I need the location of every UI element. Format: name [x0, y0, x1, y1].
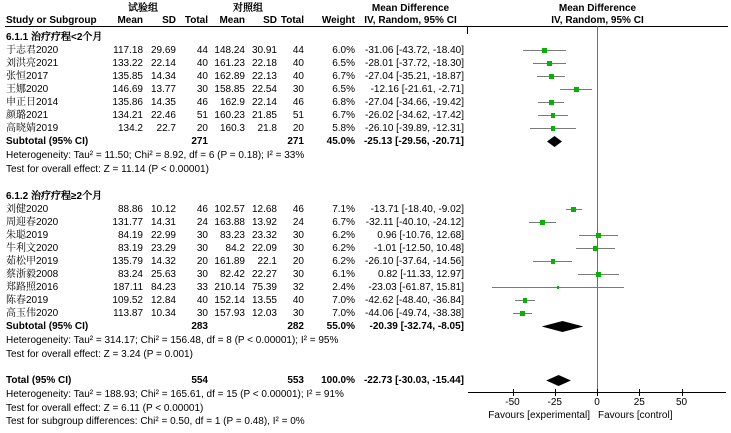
- weight: 7.0%: [332, 295, 355, 306]
- ctrl-total: 20: [292, 256, 304, 267]
- exp-total: 46: [196, 204, 208, 215]
- heterogeneity-text: Heterogeneity: Tau² = 188.93; Chi² = 165.61, df = 15 (P < 0.00001); I² = 91%: [6, 389, 344, 400]
- study-row: [0, 83, 467, 96]
- ctrl-total: 32: [292, 282, 304, 293]
- md-ci-text: -26.02 [-34.62, -17.42]: [365, 110, 464, 121]
- ctrl-sd: 23.32: [251, 230, 277, 241]
- ctrl-mean: 158.85: [214, 84, 245, 95]
- pooled-diamond: [542, 321, 584, 332]
- weight: 7.0%: [332, 308, 355, 319]
- subtotal-row: [0, 320, 467, 333]
- study-name: 郑路照2016: [6, 282, 59, 293]
- study-name: 于志君2020: [6, 45, 59, 56]
- exp-total: 40: [196, 71, 208, 82]
- axis-tick: [513, 389, 514, 396]
- md-ci-text: -26.10 [-37.64, -14.56]: [365, 256, 464, 267]
- md-ci-text: -12.16 [-21.61, -2.71]: [370, 84, 464, 95]
- axis-tick: [639, 389, 640, 396]
- ci-column-header: IV, Random, 95% CI: [364, 15, 457, 26]
- ctrl-sd: 12.68: [251, 204, 277, 215]
- ctrl-mean: 157.93: [214, 308, 245, 319]
- effect-square: [549, 100, 554, 105]
- total-row: [0, 374, 467, 387]
- ctrl-total: 30: [292, 269, 304, 280]
- exp-sd: 10.12: [150, 204, 176, 215]
- effect-square: [551, 126, 555, 130]
- effect-square: [596, 233, 600, 237]
- exp-mean: 83.24: [117, 269, 143, 280]
- md-ci-text: -44.06 [-49.74, -38.38]: [365, 308, 464, 319]
- ctrl-total: 46: [292, 204, 304, 215]
- subgroup-title-row: [0, 190, 467, 203]
- exp-mean: 113.87: [113, 308, 143, 319]
- ctrl-mean: 82.42: [219, 269, 245, 280]
- heterogeneity-row: [0, 334, 467, 347]
- study-name: 刘洪亮2021: [6, 58, 59, 69]
- exp-mean: 135.86: [112, 97, 143, 108]
- exp-mean: 109.52: [112, 295, 143, 306]
- weight: 6.0%: [332, 45, 355, 56]
- ctrl-mean: 161.23: [214, 58, 245, 69]
- md-ci-text: 0.82 [-11.33, 12.97]: [378, 269, 464, 280]
- zero-line: [597, 26, 598, 392]
- pooled-diamond: [547, 136, 562, 147]
- ctrl-total: 44: [292, 45, 304, 56]
- exp-mean: 117.18: [113, 45, 143, 56]
- favours-control-label: Favours [control]: [598, 410, 673, 421]
- exp-sd: 10.34: [150, 308, 176, 319]
- heterogeneity-text: Heterogeneity: Tau² = 314.17; Chi² = 156.48, df = 8 (P < 0.00001); I² = 95%: [6, 335, 339, 346]
- ctrl-mean: 84.2: [225, 243, 245, 254]
- study-row: [0, 203, 467, 216]
- weight: 6.7%: [332, 110, 355, 121]
- exp-sd: 22.99: [150, 230, 176, 241]
- ctrl-mean-header: Mean: [219, 15, 245, 26]
- exp-total: 20: [196, 256, 208, 267]
- exp-sd: 14.32: [150, 256, 176, 267]
- subtotal-label: Subtotal (95% CI): [6, 136, 89, 147]
- plot-ci-header: IV, Random, 95% CI: [551, 15, 644, 26]
- heterogeneity-row: [0, 149, 467, 162]
- study-row: [0, 70, 467, 83]
- axis-tick: [597, 389, 598, 396]
- exp-total: 30: [196, 308, 208, 319]
- exp-mean: 134.2: [117, 123, 143, 134]
- md-ci-text: 0.96 [-10.76, 12.68]: [377, 230, 464, 241]
- exp-sd: 29.69: [150, 45, 176, 56]
- exp-mean: 133.22: [112, 58, 143, 69]
- ctrl-sd: 12.03: [251, 308, 277, 319]
- study-name: 周迎春2020: [6, 217, 59, 228]
- effect-square: [557, 286, 560, 289]
- ctrl-total: 20: [292, 123, 304, 134]
- study-name: 王娜2020: [6, 84, 49, 95]
- overall-effect-row: [0, 163, 467, 176]
- plot-area: [467, 26, 729, 430]
- overall-effect-text: Test for overall effect: Z = 3.24 (P = 0.001): [6, 349, 193, 360]
- effect-square: [593, 246, 597, 250]
- study-name: 高玉伟2020: [6, 308, 59, 319]
- ctrl-mean: 210.14: [214, 282, 245, 293]
- exp-total: 30: [196, 84, 208, 95]
- effect-square: [523, 298, 528, 303]
- mean-difference-header-left: Mean Difference: [371, 3, 450, 14]
- favours-experimental-label: Favours [experimental]: [488, 410, 590, 421]
- exp-total: 554: [191, 375, 208, 386]
- axis-tick-label: 50: [675, 397, 688, 408]
- exp-sd: 13.77: [150, 84, 176, 95]
- study-name: 朱聪2019: [6, 230, 49, 241]
- exp-total: 30: [196, 230, 208, 241]
- study-name: 刘健2020: [6, 204, 49, 215]
- ctrl-sd: 22.14: [251, 97, 277, 108]
- ctrl-sd: 13.55: [251, 295, 277, 306]
- exp-total: 24: [196, 217, 208, 228]
- axis-tick-label: 25: [633, 397, 645, 408]
- md-ci-text: -26.10 [-39.89, -12.31]: [365, 123, 464, 134]
- ctrl-sd-header: SD: [263, 15, 277, 26]
- weight: 6.2%: [332, 230, 355, 241]
- exp-mean: 84.19: [117, 230, 143, 241]
- md-ci-text: -32.11 [-40.10, -24.12]: [365, 217, 464, 228]
- ctrl-mean: 162.9: [219, 97, 245, 108]
- md-ci-text: -28.01 [-37.72, -18.30]: [365, 58, 464, 69]
- md-ci-text: -23.03 [-61.87, 15.81]: [368, 282, 464, 293]
- ctrl-mean: 162.89: [214, 71, 245, 82]
- exp-sd: 22.46: [150, 110, 176, 121]
- effect-square: [574, 87, 579, 92]
- ctrl-sd: 22.13: [251, 71, 277, 82]
- overall-effect-text: Test for overall effect: Z = 6.11 (P < 0.00001): [6, 403, 204, 414]
- subtotal-row: [0, 135, 467, 148]
- ctrl-sd: 22.27: [251, 269, 277, 280]
- study-name: 牛利文2020: [6, 243, 59, 254]
- axis-tick: [682, 389, 683, 396]
- ctrl-total: 30: [292, 230, 304, 241]
- axis-tick: [555, 389, 556, 396]
- effect-square: [571, 207, 576, 212]
- study-row: [0, 122, 467, 135]
- effect-square: [520, 311, 525, 316]
- weight: 6.5%: [332, 84, 355, 95]
- study-row: [0, 294, 467, 307]
- exp-mean: 135.79: [112, 256, 143, 267]
- study-row: [0, 229, 467, 242]
- total-overall-effect-row: [0, 402, 467, 415]
- ctrl-mean: 163.88: [214, 217, 245, 228]
- subgroup-differences-row: [0, 415, 467, 428]
- total-heterogeneity-row: [0, 388, 467, 401]
- plot-left-edge: [467, 26, 468, 34]
- weight: 6.2%: [332, 256, 355, 267]
- effect-square: [540, 220, 545, 225]
- weight: 2.4%: [332, 282, 355, 293]
- effect-square: [547, 61, 552, 66]
- exp-sd: 14.35: [150, 97, 176, 108]
- exp-sd-header: SD: [162, 15, 176, 26]
- ctrl-sd: 22.18: [251, 58, 277, 69]
- md-ci-text: -13.71 [-18.40, -9.02]: [370, 204, 464, 215]
- study-row: [0, 44, 467, 57]
- weight: 45.0%: [326, 136, 355, 147]
- ctrl-total: 40: [292, 295, 304, 306]
- study-name: 茹松甲2019: [6, 256, 59, 267]
- weight-column-header: Weight: [321, 15, 355, 26]
- ctrl-sd: 21.8: [257, 123, 277, 134]
- effect-square: [542, 48, 546, 52]
- ctrl-sd: 21.85: [251, 110, 277, 121]
- ctrl-total: 30: [292, 243, 304, 254]
- effect-square: [551, 113, 556, 118]
- weight: 5.8%: [332, 123, 355, 134]
- exp-mean: 131.77: [112, 217, 143, 228]
- exp-mean: 134.21: [112, 110, 143, 121]
- study-row: [0, 255, 467, 268]
- ctrl-total: 51: [292, 110, 304, 121]
- md-ci-text: -22.73 [-30.03, -15.44]: [363, 375, 464, 386]
- exp-total: 20: [196, 123, 208, 134]
- ctrl-total: 282: [287, 321, 304, 332]
- exp-total: 283: [191, 321, 208, 332]
- exp-total: 271: [191, 136, 208, 147]
- ctrl-mean: 102.57: [214, 204, 245, 215]
- weight: 7.1%: [332, 204, 355, 215]
- mean-difference-header-right: Mean Difference: [558, 3, 637, 14]
- study-row: [0, 281, 467, 294]
- total-label: Total (95% CI): [6, 375, 72, 386]
- exp-sd: 12.84: [150, 295, 176, 306]
- ctrl-mean: 161.89: [214, 256, 245, 267]
- exp-total: 40: [196, 58, 208, 69]
- md-ci-text: -27.04 [-34.66, -19.42]: [365, 97, 464, 108]
- exp-mean: 83.19: [117, 243, 143, 254]
- exp-mean: 146.69: [112, 84, 143, 95]
- ctrl-mean: 83.23: [219, 230, 245, 241]
- study-row: [0, 109, 467, 122]
- exp-sd: 14.34: [150, 71, 176, 82]
- study-row: [0, 268, 467, 281]
- subgroup-title-row: [0, 31, 467, 44]
- subtotal-label: Subtotal (95% CI): [6, 321, 89, 332]
- exp-total: 40: [196, 295, 208, 306]
- weight: 6.7%: [332, 71, 355, 82]
- heterogeneity-text: Heterogeneity: Tau² = 11.50; Chi² = 8.92, df = 6 (P = 0.18); I² = 33%: [6, 150, 305, 161]
- exp-total-header: Total: [184, 15, 208, 26]
- overall-effect-row: [0, 348, 467, 361]
- axis-tick-label: -50: [505, 397, 520, 408]
- ctrl-sd: 22.1: [257, 256, 277, 267]
- study-name: 申正日2014: [6, 97, 59, 108]
- md-ci-text: -31.06 [-43.72, -18.40]: [365, 45, 464, 56]
- exp-sd: 25.63: [150, 269, 176, 280]
- exp-total: 46: [196, 97, 208, 108]
- exp-mean-header: Mean: [117, 15, 143, 26]
- overall-effect-text: Test for overall effect: Z = 11.14 (P < 0.00001): [6, 164, 209, 175]
- exp-sd: 23.29: [150, 243, 176, 254]
- study-name: 颜璐2021: [6, 110, 49, 121]
- weight: 6.1%: [332, 269, 355, 280]
- control-group-header: 对照组: [233, 3, 263, 14]
- axis-tick-label: 0: [594, 397, 600, 408]
- weight: 6.2%: [332, 243, 355, 254]
- md-ci-text: -1.01 [-12.50, 10.48]: [373, 243, 464, 254]
- weight: 55.0%: [326, 321, 355, 332]
- subgroup-label: 6.1.1 治疗疗程<2个月: [6, 32, 103, 43]
- ctrl-sd: 30.91: [251, 45, 277, 56]
- exp-total: 51: [196, 110, 208, 121]
- weight: 6.5%: [332, 58, 355, 69]
- ctrl-sd: 22.54: [251, 84, 277, 95]
- exp-mean: 88.86: [117, 204, 143, 215]
- ctrl-total: 271: [287, 136, 304, 147]
- pooled-diamond: [546, 375, 571, 386]
- experimental-group-header: 试验组: [128, 3, 158, 14]
- study-column-header: Study or Subgroup: [6, 15, 97, 26]
- study-row: [0, 307, 467, 320]
- ctrl-total: 40: [292, 58, 304, 69]
- ctrl-total: 24: [292, 217, 304, 228]
- axis-tick-label: -25: [547, 397, 562, 408]
- ctrl-total: 30: [292, 308, 304, 319]
- exp-sd: 22.7: [156, 123, 176, 134]
- exp-total: 30: [196, 269, 208, 280]
- ctrl-mean: 148.24: [214, 45, 245, 56]
- effect-square: [549, 74, 554, 79]
- exp-sd: 22.14: [150, 58, 176, 69]
- study-name: 陈春2019: [6, 295, 49, 306]
- ctrl-mean: 160.23: [214, 110, 245, 121]
- exp-sd: 14.31: [150, 217, 176, 228]
- weight: 6.8%: [332, 97, 355, 108]
- exp-total: 30: [196, 243, 208, 254]
- md-ci-text: -27.04 [-35.21, -18.87]: [365, 71, 464, 82]
- ctrl-total: 553: [287, 375, 304, 386]
- subgroup-differences-text: Test for subgroup differences: Chi² = 0.50, df = 1 (P = 0.48), I² = 0%: [6, 416, 305, 427]
- weight: 6.7%: [332, 217, 355, 228]
- ctrl-sd: 13.92: [251, 217, 277, 228]
- ctrl-total-header: Total: [280, 15, 304, 26]
- effect-square: [596, 272, 600, 276]
- weight: 100.0%: [321, 375, 355, 386]
- study-row: [0, 57, 467, 70]
- exp-total: 44: [196, 45, 208, 56]
- ctrl-sd: 75.39: [251, 282, 277, 293]
- study-row: [0, 216, 467, 229]
- ctrl-sd: 22.09: [251, 243, 277, 254]
- study-row: [0, 242, 467, 255]
- effect-square: [551, 259, 555, 263]
- exp-total: 33: [196, 282, 208, 293]
- md-ci-text: -42.62 [-48.40, -36.84]: [365, 295, 464, 306]
- md-ci-text: -25.13 [-29.56, -20.71]: [363, 136, 464, 147]
- ctrl-total: 46: [292, 97, 304, 108]
- exp-mean: 135.85: [112, 71, 143, 82]
- study-name: 张恒2017: [6, 71, 49, 82]
- ctrl-mean: 152.14: [214, 295, 245, 306]
- subgroup-label: 6.1.2 治疗疗程≥2个月: [6, 191, 103, 202]
- exp-sd: 84.23: [150, 282, 176, 293]
- exp-mean: 187.11: [113, 282, 143, 293]
- ctrl-mean: 160.3: [219, 123, 245, 134]
- study-row: [0, 96, 467, 109]
- ctrl-total: 40: [292, 71, 304, 82]
- md-ci-text: -20.39 [-32.74, -8.05]: [369, 321, 464, 332]
- study-name: 高晓婧2019: [6, 123, 59, 134]
- study-name: 蔡浙毅2008: [6, 269, 59, 280]
- ctrl-total: 30: [292, 84, 304, 95]
